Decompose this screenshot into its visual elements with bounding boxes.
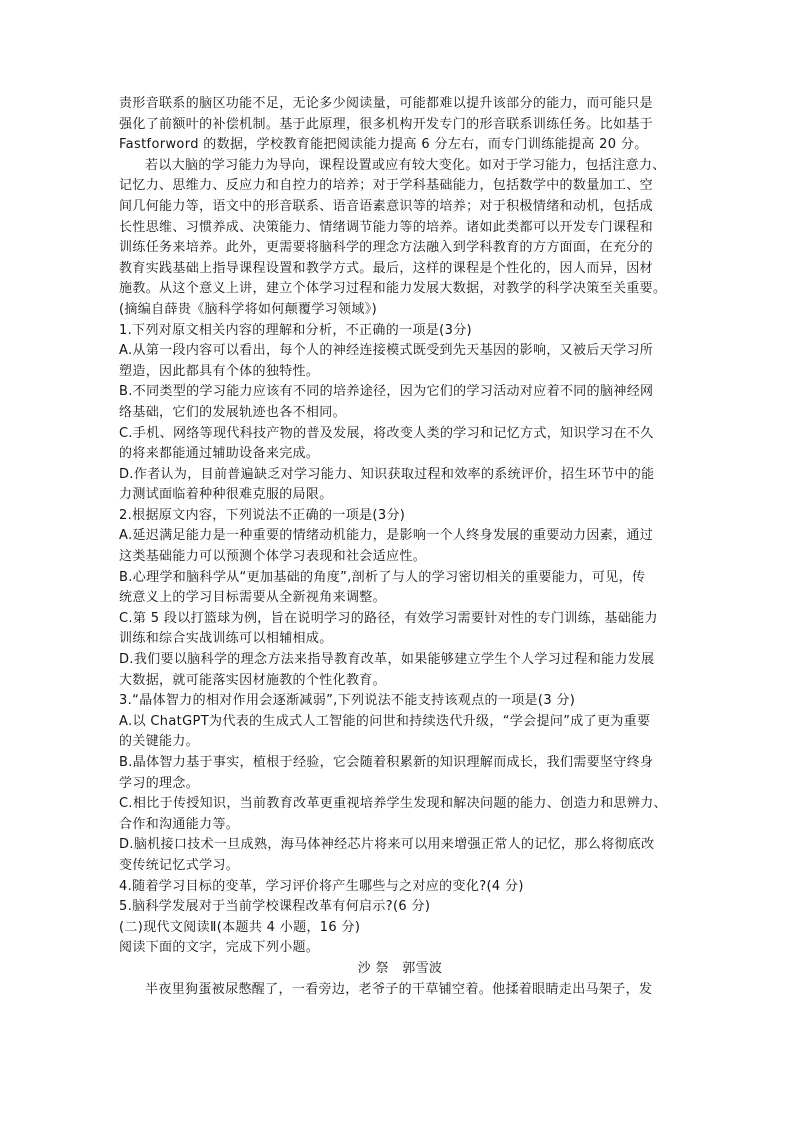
- option-line: 这类基础能力可以预测个体学习表现和社会适应性。: [119, 549, 427, 565]
- option-line: 大数据，就可能落实因材施教的个性化教育。: [119, 672, 387, 688]
- option-line: B.晶体智力基于事实，植根于经验，它会随着积累新的知识理解而成长，我们需要坚守终身: [119, 755, 654, 770]
- instruction: 阅读下面的文字，完成下列小题。: [119, 940, 320, 956]
- document-page: [119, 94, 681, 1000]
- text-line: 长性思维、习惯养成、决策能力、情绪调节能力等的培养。诸如此类都可以开发专门课程和: [119, 219, 654, 235]
- text-line: 间几何能力等，语文中的形音联系、语音语素意识等的培养；对于积极情绪和动机，包括成: [119, 198, 654, 214]
- option-line: C.相比于传授知识，当前教育改革更重视培养学生发现和解决问题的能力、创造力和思辨力、: [119, 796, 667, 812]
- option-line: 的将来都能通过辅助设备来完成。: [119, 446, 320, 462]
- question-2: 2.根据原文内容，下列说法不正确的一项是(3分): [119, 507, 406, 523]
- option-line: 变传统记忆式学习。: [119, 857, 240, 873]
- option-line: 训练和综合实战训练可以相辅相成。: [119, 631, 333, 647]
- paragraph-start: 若以大脑的学习能力为导向，课程设置或应有较大变化。如对于学习能力，包括注意力、: [145, 157, 666, 173]
- question-4: 4.随着学习目标的变革，学习评价将产生哪些与之对应的变化?(4 分): [119, 878, 524, 894]
- option-line: 学习的理念。: [119, 775, 200, 791]
- option-line: B.心理学和脑科学从“更加基础的角度”,剖析了与人的学习密切相关的重要能力，可见，传: [119, 569, 646, 585]
- option-line: D.脑机接口技术一旦成熟，海马体神经芯片将来可以用来增强正常人的记忆，那么将彻底改: [119, 837, 655, 853]
- text-line: 记忆力、思维力、反应力和自控力的培养；对于学科基础能力，包括数学中的数量加工、空: [119, 178, 654, 194]
- option-line: 络基础，它们的发展轨迹也各不相同。: [119, 404, 346, 420]
- option-line: 力测试面临着种种很难克服的局限。: [119, 487, 333, 503]
- question-5: 5.脑科学发展对于当前学校课程改革有何启示?(6 分): [119, 899, 431, 915]
- section-heading: (二)现代文阅读Ⅱ(本题共 4 小题，16 分): [119, 919, 361, 935]
- paragraph-start: 半夜里狗蛋被尿憋醒了，一看旁边，老爷子的干草铺空着。他揉着眼睛走出马架子，发: [145, 981, 653, 997]
- option-line: D.我们要以脑科学的理念方法来指导教育改革，如果能够建立学生个人学习过程和能力发展: [119, 652, 655, 668]
- text-line: 强化了前额叶的补偿机制。基于此原理，很多机构开发专门的形音联系训练任务。比如基于: [119, 116, 654, 132]
- option-line: A.以 ChatGPT为代表的生成式人工智能的问世和持续迭代升级，“学会提问”成了更为重要: [119, 713, 651, 729]
- option-line: D.作者认为，目前普遍缺乏对学习能力、知识获取过程和效率的系统评价，招生环节中的能: [119, 466, 655, 482]
- text-line: 教育实践基础上指导课程设置和教学方式。最后，这样的课程是个性化的，因人而异，因材: [119, 260, 654, 276]
- option-line: B.不同类型的学习能力应该有不同的培养途径，因为它们的学习活动对应着不同的脑神经网: [119, 384, 654, 400]
- story-title: 沙 祭 郭雪波: [357, 960, 443, 976]
- option-line: 塑造，因此都具有个体的独特性。: [119, 363, 320, 379]
- option-line: A.延迟满足能力是一种重要的情绪动机能力，是影响一个人终身发展的重要动力因素，通过: [119, 528, 654, 544]
- option-line: 统意义上的学习目标需要从全新视角来调整。: [119, 590, 387, 606]
- source-citation: (摘编自薛贵《脑科学将如何颠覆学习领域》): [119, 301, 377, 317]
- text-line: Fastforword 的数据，学校教育能把阅读能力提高 6 分左右，而专门训练能提高 20 分。: [119, 137, 648, 153]
- question-3: 3.“晶体智力的相对作用会逐渐减弱”,下列说法不能支持该观点的一项是(3 分): [119, 693, 576, 709]
- option-line: C.第 5 段以打篮球为例，旨在说明学习的路径，有效学习需要针对性的专门训练，基础能力: [119, 610, 658, 626]
- text-line: 训练任务来培养。此外，更需要将脑科学的理念方法融入到学科教育的方方面面，在充分的: [119, 240, 654, 256]
- text-line: 施教。从这个意义上讲，建立个体学习过程和能力发展大数据，对教学的科学决策至关重要。: [119, 281, 667, 297]
- option-line: 的关键能力。: [119, 734, 200, 750]
- option-line: C.手机、网络等现代科技产物的普及发展，将改变人类的学习和记忆方式，知识学习在不久: [119, 425, 654, 441]
- option-line: 合作和沟通能力等。: [119, 816, 240, 832]
- question-1: 1.下列对原文相关内容的理解和分析，不正确的一项是(3分): [119, 322, 472, 338]
- option-line: A.从第一段内容可以看出，每个人的神经连接模式既受到先天基因的影响，又被后天学习所: [119, 343, 654, 359]
- text-line: 责形音联系的脑区功能不足，无论多少阅读量，可能都难以提升该部分的能力，而可能只是: [119, 96, 654, 111]
